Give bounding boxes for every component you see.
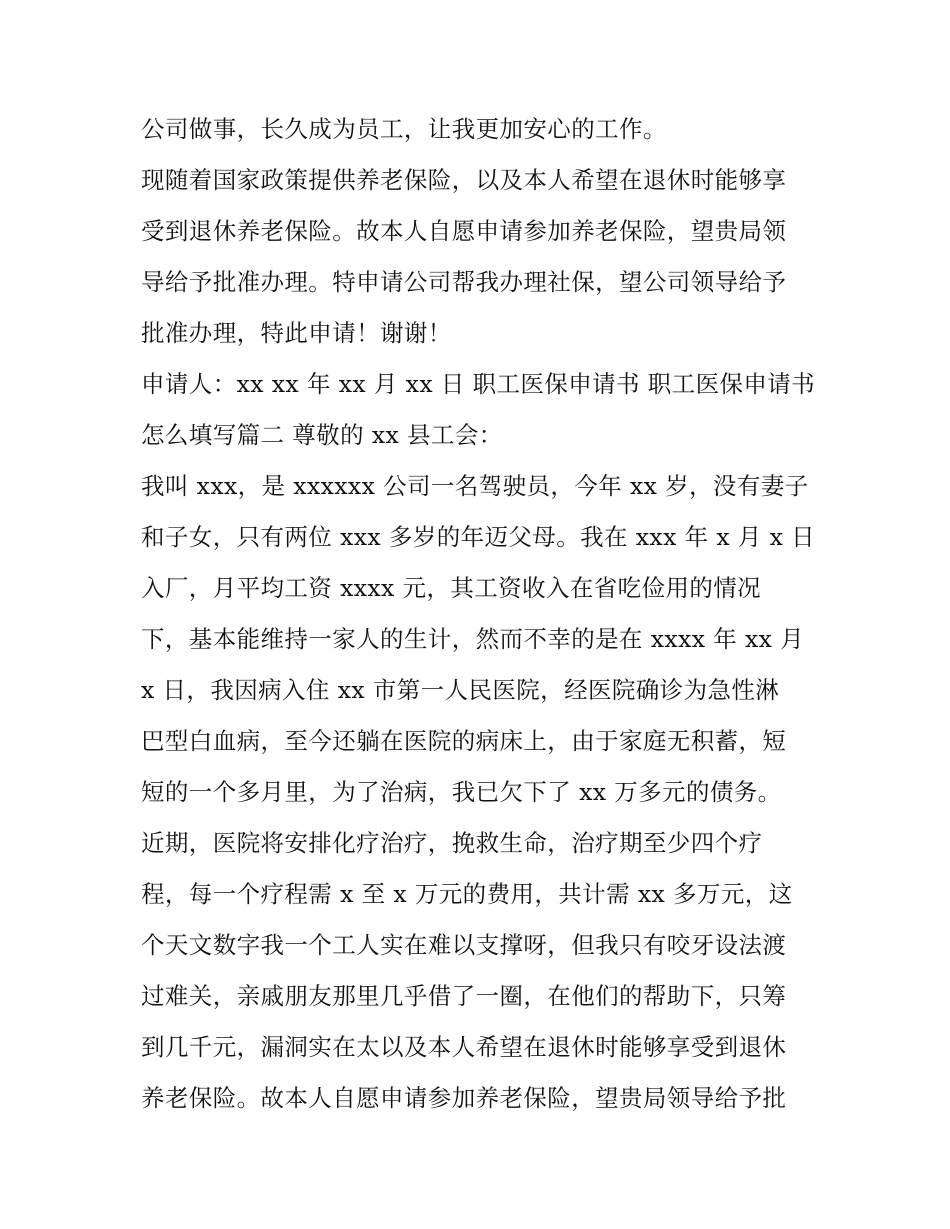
text-line: 批准办理，特此申请！谢谢！ xyxy=(141,319,452,347)
text-line: 个天文数字我一个工人实在难以支撑呀，但我只有咬牙设法渡 xyxy=(141,931,787,959)
document-body xyxy=(141,104,821,1124)
text-line: 到几千元，漏洞实在太以及本人希望在退休时能够享受到退休 xyxy=(141,1033,787,1061)
text-line: x 日，我因病入住 xx 市第一人民医院，经医院确诊为急性淋 xyxy=(141,676,780,704)
text-line: 导给予批准办理。特申请公司帮我办理社保，望公司领导给予 xyxy=(141,268,787,296)
text-line: 入厂，月平均工资 xxxx 元，其工资收入在省吃俭用的情况 xyxy=(141,574,762,602)
text-line: 和子女，只有两位 xxx 多岁的年迈父母。我在 xxx 年 x 月 x 日 xyxy=(141,523,816,551)
text-line: 下，基本能维持一家人的生计，然而不幸的是在 xxxx 年 xx 月 xyxy=(141,625,805,653)
text-line: 受到退休养老保险。故本人自愿申请参加养老保险，望贵局领 xyxy=(141,217,787,245)
text-line: 程，每一个疗程需 x 至 x 万元的费用，共计需 xx 多万元，这 xyxy=(141,880,793,908)
text-line: 近期，医院将安排化疗治疗，挽救生命，治疗期至少四个疗 xyxy=(141,829,763,857)
text-line: 我叫 xxx，是 xxxxxx 公司一名驾驶员，今年 xx 岁，没有妻子 xyxy=(141,472,809,500)
text-line: 申请人：xx xx 年 xx 月 xx 日 职工医保申请书 职工医保申请书 xyxy=(141,370,816,398)
text-line: 公司做事，长久成为员工，让我更加安心的工作。 xyxy=(141,115,667,143)
text-line: 养老保险。故本人自愿申请参加养老保险，望贵局领导给予批 xyxy=(141,1084,787,1112)
text-line: 过难关，亲戚朋友那里几乎借了一圈，在他们的帮助下，只筹 xyxy=(141,982,787,1010)
text-line: 怎么填写篇二 尊敬的 xx 县工会： xyxy=(141,421,503,449)
text-line: 短的一个多月里，为了治病，我已欠下了 xx 万多元的债务。 xyxy=(141,778,782,806)
text-line: 现随着国家政策提供养老保险，以及本人希望在退休时能够享 xyxy=(141,166,787,194)
text-line: 巴型白血病，至今还躺在医院的病床上，由于家庭无积蓄，短 xyxy=(141,727,787,755)
